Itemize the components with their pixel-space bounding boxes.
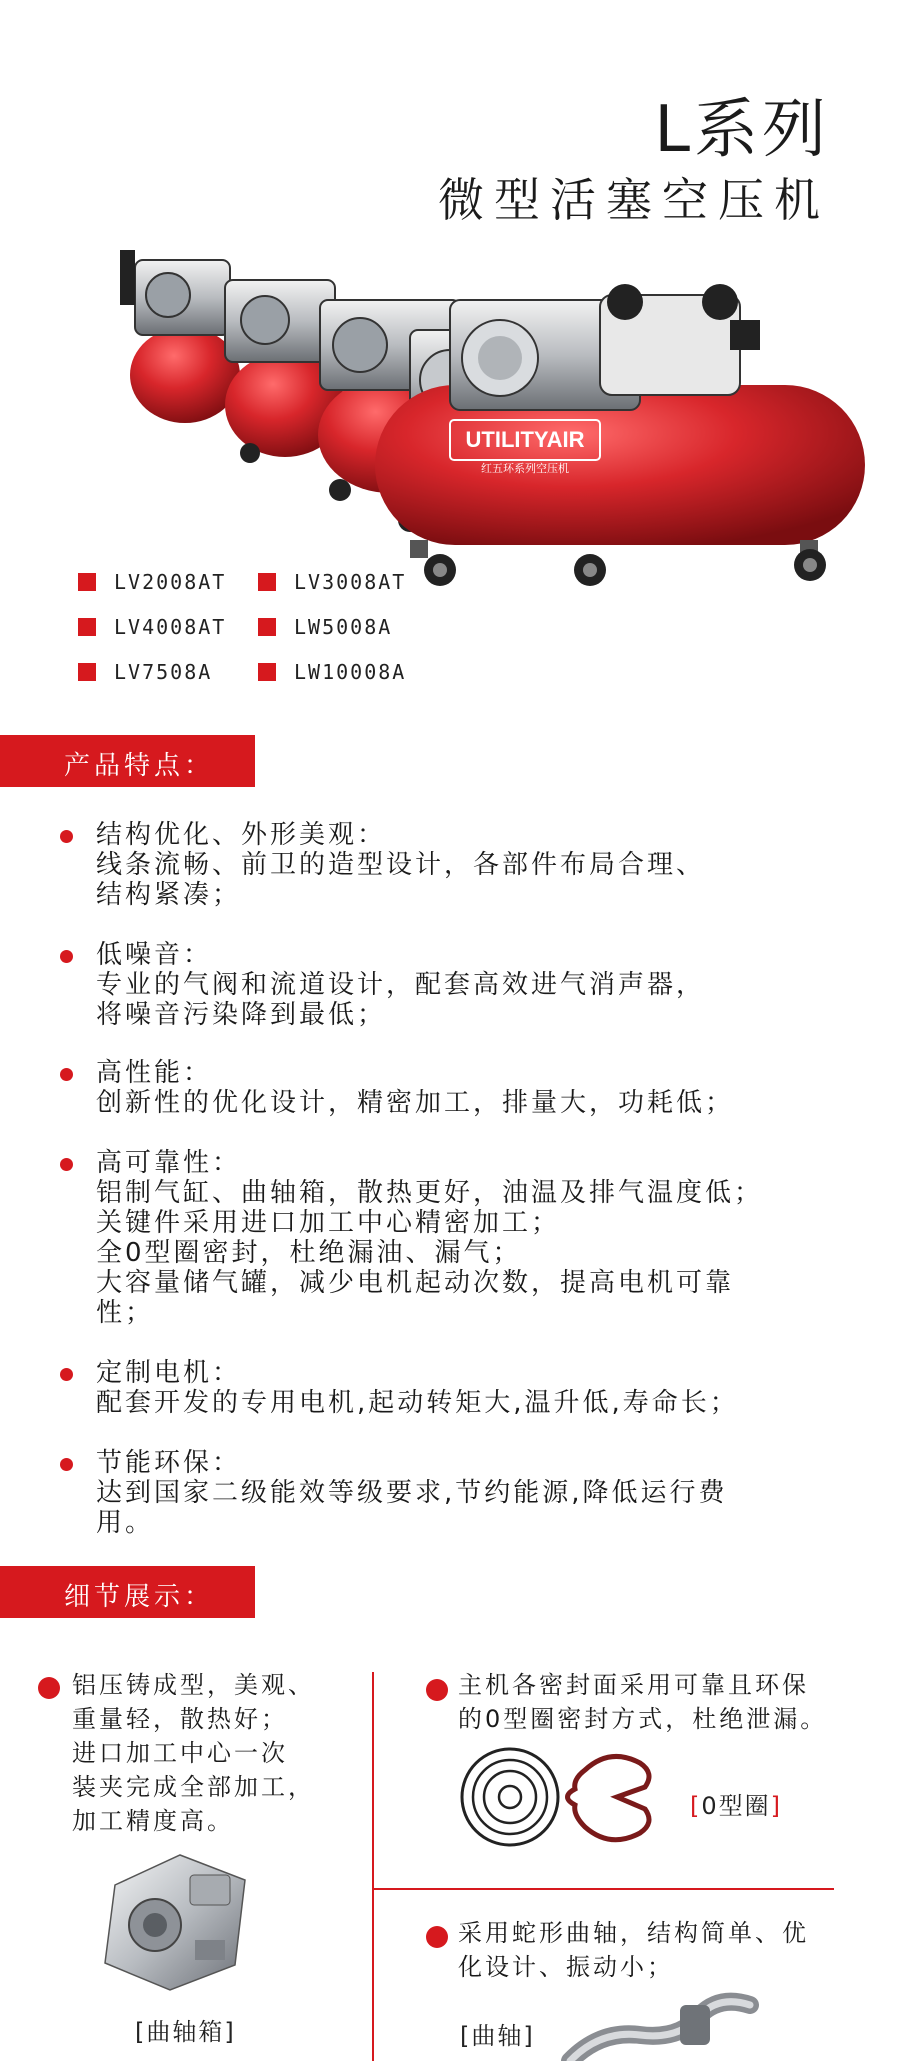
feature-item: 定制电机： 配套开发的专用电机,起动转矩大,温升低,寿命长； <box>60 1358 880 1418</box>
crankcase-image <box>85 1845 265 1995</box>
feature-item: 高可靠性： 铝制气缸、曲轴箱，散热更好，油温及排气温度低； 关键件采用进口加工中心精密加工； 全0型圈密封，杜绝漏油、漏气； 大容量储气罐，减少电机起动次数，提高电机可靠 性； <box>60 1148 880 1328</box>
red-square-icon <box>258 573 276 591</box>
crankshaft-caption: [曲轴] <box>460 2022 535 2050</box>
bullet-icon <box>60 1458 73 1471</box>
series-title: L系列 <box>654 93 830 167</box>
details-section-header: 细节展示： <box>0 1566 255 1618</box>
o-ring-description: 主机各密封面采用可靠且环保 的0型圈密封方式，杜绝泄漏。 <box>458 1671 828 1733</box>
feature-item: 节能环保： 达到国家二级能效等级要求,节约能源,降低运行费 用。 <box>60 1448 880 1538</box>
bullet-icon <box>60 1158 73 1171</box>
crankshaft-image <box>560 1990 760 2061</box>
model-item: LW5008A <box>258 615 392 639</box>
feature-item: 高性能： 创新性的优化设计，精密加工，排量大，功耗低； <box>60 1058 880 1118</box>
model-item: LW10008A <box>258 660 406 684</box>
bullet-icon <box>60 830 73 843</box>
vertical-divider <box>372 1672 374 2061</box>
bullet-icon <box>60 950 73 963</box>
feature-item: 低噪音： 专业的气阀和流道设计，配套高效进气消声器， 将噪音污染降到最低； <box>60 940 880 1030</box>
model-item: LV2008AT <box>78 570 226 594</box>
bullet-icon <box>426 1926 448 1948</box>
o-ring-caption: [0型圈] <box>690 1792 783 1820</box>
crankcase-caption: [曲轴箱] <box>135 2018 236 2046</box>
brand-logo: UTILITYAIR <box>465 427 585 452</box>
model-item: LV4008AT <box>78 615 226 639</box>
red-square-icon <box>78 663 96 681</box>
bullet-icon <box>60 1068 73 1081</box>
bullet-icon <box>38 1677 60 1699</box>
series-subtitle: 微型活塞空压机 <box>438 173 830 227</box>
crankcase-description: 铝压铸成型，美观、 重量轻，散热好； 进口加工中心一次 装夹完成全部加工， 加工精度高。 <box>72 1671 315 1835</box>
crankshaft-description: 采用蛇形曲轴，结构简单、优 化设计、振动小； <box>458 1919 809 1981</box>
bullet-icon <box>60 1368 73 1381</box>
bullet-icon <box>426 1679 448 1701</box>
model-item: LV3008AT <box>258 570 406 594</box>
red-square-icon <box>258 663 276 681</box>
features-section-header: 产品特点： <box>0 735 255 787</box>
brand-tagline: 红五环系列空压机 <box>481 462 569 475</box>
model-item: LV7508A <box>78 660 212 684</box>
red-square-icon <box>78 573 96 591</box>
red-square-icon <box>258 618 276 636</box>
compressor-lineup-image <box>120 240 880 680</box>
o-ring-image <box>455 1735 685 1860</box>
compressor-unit-1 <box>120 250 240 423</box>
feature-item: 结构优化、外形美观： 线条流畅、前卫的造型设计，各部件布局合理、 结构紧凑； <box>60 820 880 910</box>
red-square-icon <box>78 618 96 636</box>
horizontal-divider <box>374 1888 834 1890</box>
